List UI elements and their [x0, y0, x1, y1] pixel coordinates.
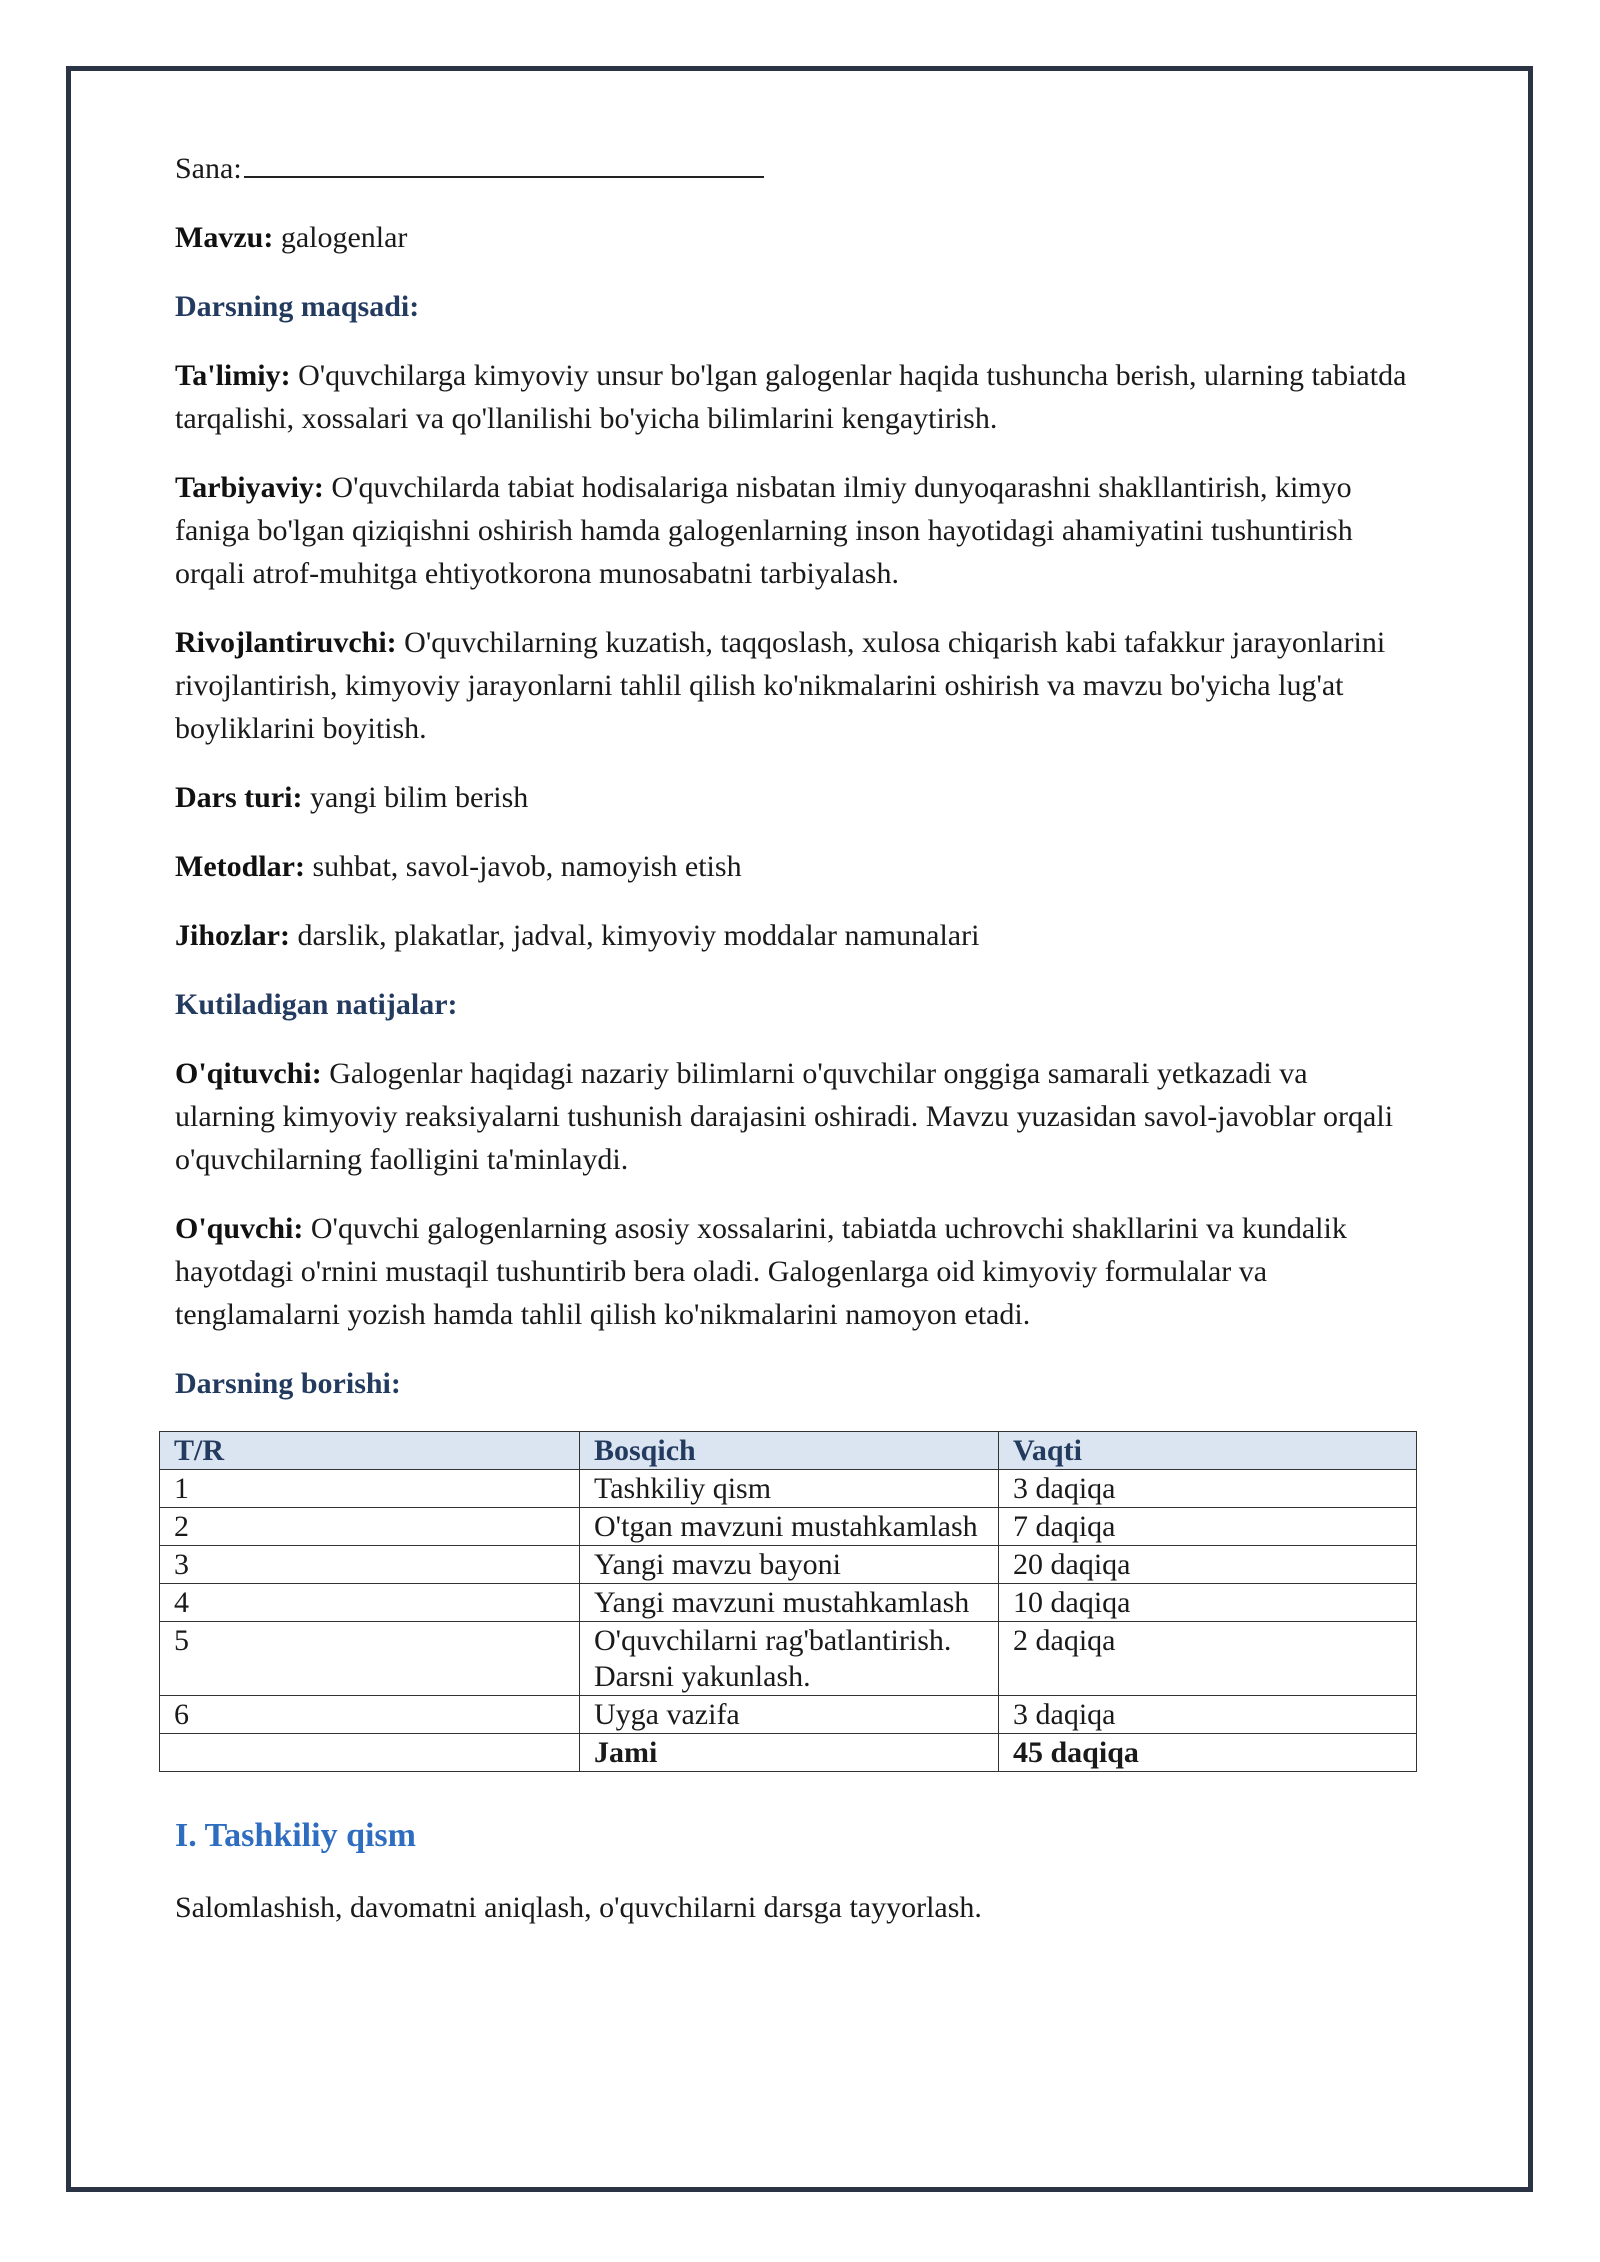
topic-label: Mavzu:	[175, 221, 274, 254]
table-row	[160, 1584, 1417, 1622]
developmental-text: O'quvchilarning kuzatish, taqqoslash, xulosa chiqarish kabi tafakkur jarayonlarini rivojlantirish, kimyoviy jarayonlarni tahlil qilish ko'nikmalarini oshirish va mavzu bo'yicha lug'at boyliklarini boyitish.	[175, 626, 1386, 745]
stage-time: 2 daqiqa	[999, 1622, 1417, 1696]
outcomes-heading: Kutiladigan natijalar:	[175, 988, 458, 1021]
column-header: Vaqti	[999, 1432, 1417, 1470]
upbringing-text: O'quvchilarda tabiat hodisalariga nisbatan ilmiy dunyoqarashni shakllantirish, kimyo faniga bo'lgan qiziqishni oshirish hamda galogenlarning inson hayotidagi ahamiyatini tushuntirish orqali atrof-muhitga ehtiyotkorona munosabatni tarbiyalash.	[175, 471, 1353, 590]
column-header: T/R	[160, 1432, 580, 1470]
stage-name: O'tgan mavzuni mustahkamlash	[580, 1508, 999, 1546]
stage-time: 3 daqiqa	[999, 1696, 1417, 1734]
row-number: 2	[160, 1508, 580, 1546]
stage-name: Uyga vazifa	[580, 1696, 999, 1734]
column-header: Bosqich	[580, 1432, 999, 1470]
total-empty-cell	[160, 1734, 580, 1772]
stage-name: Yangi mavzuni mustahkamlash	[580, 1584, 999, 1622]
date-label: Sana:	[175, 152, 242, 185]
document-body	[175, 146, 1415, 1955]
methods-label: Metodlar:	[175, 850, 305, 883]
developmental-goal	[175, 621, 1415, 750]
educational-goal	[175, 354, 1415, 440]
table-header-row	[160, 1432, 1417, 1470]
row-number: 1	[160, 1470, 580, 1508]
stage-time: 20 daqiqa	[999, 1546, 1417, 1584]
stage-name: O'quvchilarni rag'batlantirish. Darsni yakunlash.	[580, 1622, 999, 1696]
row-number: 3	[160, 1546, 580, 1584]
student-text: O'quvchi galogenlarning asosiy xossalarini, tabiatda uchrovchi shakllarini va kundalik hayotdagi o'rnini mustaqil tushuntirib bera oladi. Galogenlarga oid kimyoviy formulalar va tenglamalarni yozish hamda tahlil qilish ko'nikmalarini namoyon etadi.	[175, 1212, 1347, 1331]
methods-value: suhbat, savol-javob, namoyish etish	[312, 850, 742, 883]
table-row	[160, 1470, 1417, 1508]
lesson-type-label: Dars turi:	[175, 781, 303, 814]
section-text-organizational: Salomlashish, davomatni aniqlash, o'quvchilarni darsga tayyorlash.	[175, 1891, 982, 1924]
lesson-plan-table-wrapper	[159, 1431, 1416, 1772]
stage-name: Yangi mavzu bayoni	[580, 1546, 999, 1584]
row-number: 6	[160, 1696, 580, 1734]
teacher-outcome	[175, 1052, 1415, 1181]
educational-text: O'quvchilarga kimyoviy unsur bo'lgan galogenlar haqida tushuncha berish, ularning tabiatda tarqalishi, xossalari va qo'llanilishi bo'yicha bilimlarini kengaytirish.	[175, 359, 1407, 435]
topic-value: galogenlar	[280, 221, 408, 254]
teacher-text: Galogenlar haqidagi nazariy bilimlarni o'quvchilar onggiga samarali yetkazadi va ularning kimyoviy reaksiyalarni tushunish darajasini oshiradi. Mavzu yuzasidan savol-javoblar orqali o'quvchilarning faolligini ta'minlaydi.	[175, 1057, 1394, 1176]
date-blank	[244, 146, 764, 178]
teacher-label: O'qituvchi:	[175, 1057, 322, 1090]
section-heading-organizational: I. Tashkiliy qism	[175, 1817, 416, 1854]
stage-name: Tashkiliy qism	[580, 1470, 999, 1508]
total-value: 45 daqiqa	[999, 1734, 1417, 1772]
lesson-type	[175, 776, 1415, 819]
stage-time: 3 daqiqa	[999, 1470, 1417, 1508]
stage-time: 10 daqiqa	[999, 1584, 1417, 1622]
upbringing-label: Tarbiyaviy:	[175, 471, 324, 504]
topic-line	[175, 216, 1415, 259]
date-line	[175, 146, 1415, 190]
student-label: O'quvchi:	[175, 1212, 304, 1245]
table-row	[160, 1508, 1417, 1546]
equipment-label: Jihozlar:	[175, 919, 290, 952]
row-number: 4	[160, 1584, 580, 1622]
equipment	[175, 914, 1415, 957]
total-label: Jami	[580, 1734, 999, 1772]
table-row	[160, 1696, 1417, 1734]
row-number: 5	[160, 1622, 580, 1696]
lesson-plan-table	[159, 1431, 1417, 1772]
table-row	[160, 1622, 1417, 1696]
lesson-type-value: yangi bilim berish	[309, 781, 529, 814]
methods	[175, 845, 1415, 888]
developmental-label: Rivojlantiruvchi:	[175, 626, 397, 659]
student-outcome	[175, 1207, 1415, 1336]
goals-heading: Darsning maqsadi:	[175, 290, 420, 323]
table-total-row	[160, 1734, 1417, 1772]
stage-time: 7 daqiqa	[999, 1508, 1417, 1546]
table-row	[160, 1546, 1417, 1584]
educational-label: Ta'limiy:	[175, 359, 291, 392]
equipment-value: darslik, plakatlar, jadval, kimyoviy moddalar namunalari	[297, 919, 980, 952]
progress-heading: Darsning borishi:	[175, 1367, 401, 1400]
upbringing-goal	[175, 466, 1415, 595]
